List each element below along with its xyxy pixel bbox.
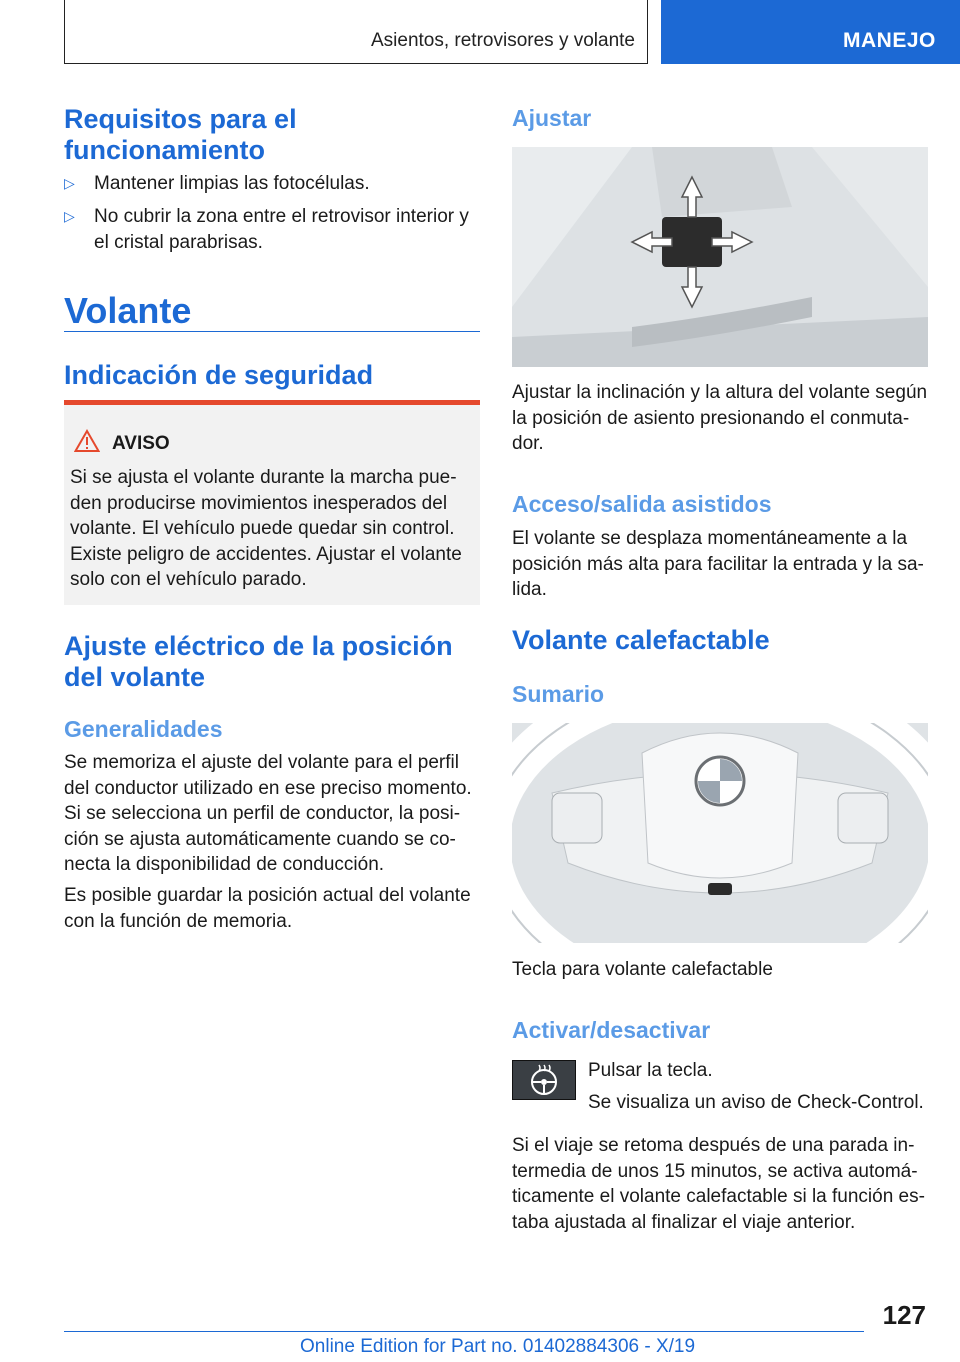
electric-adjust-heading: Ajuste eléctrico de la posición del volante bbox=[64, 631, 453, 692]
heading-rule bbox=[64, 331, 480, 332]
steering-adjust-illustration bbox=[512, 147, 928, 367]
list-item-text: No cubrir la zona entre el retrovisor interior y el cristal parabrisas. bbox=[94, 206, 469, 253]
header-tab-label: MANEJO bbox=[843, 29, 936, 52]
general-paragraph-1: Se memoriza el ajuste del volante para el perfil del conductor utilizado en ese preciso momento. Si se selecciona un perfil de conductor, la posi-ción se ajusta automáticamente cuando se co-necta la disponibilidad de conducción. bbox=[64, 752, 472, 875]
adjust-caption: Ajustar la inclinación y la altura del volante según la posición de asiento presionando el conmuta-dor. bbox=[512, 382, 928, 454]
steering-wheel-illustration bbox=[512, 723, 928, 943]
general-heading: Generalidades bbox=[64, 716, 223, 742]
header-section-box bbox=[64, 0, 648, 64]
heated-steering-wheel-icon bbox=[513, 1061, 575, 1099]
adjust-heading: Ajustar bbox=[512, 105, 592, 131]
toggle-heading: Activar/desactivar bbox=[512, 1017, 711, 1043]
header-section-title: Asientos, retrovisores y volante bbox=[370, 30, 635, 51]
resume-text: Si el viaje se retoma después de una parada in-termedia de unos 15 minutos, se activa automá-ticamente el volante calefactable si la función es-taba ajustada al finalizar el viaje anterior. bbox=[512, 1135, 925, 1233]
page-number: 127 bbox=[882, 1300, 926, 1330]
access-heading: Acceso/salida asistidos bbox=[512, 491, 772, 517]
requirements-heading: Requisitos para el funcionamiento bbox=[64, 104, 297, 165]
header-tab[interactable] bbox=[661, 0, 960, 64]
general-paragraph-2: Es posible guardar la posición actual del volante con la función de memoria. bbox=[64, 885, 471, 932]
heated-wheel-heading: Volante calefactable bbox=[512, 625, 770, 655]
list-item-text: Mantener limpias las fotocélulas. bbox=[94, 173, 370, 194]
triangle-bullet-icon: ▷ bbox=[64, 175, 75, 191]
summary-heading: Sumario bbox=[512, 681, 605, 707]
triangle-bullet-icon: ▷ bbox=[64, 208, 75, 224]
warning-box bbox=[64, 400, 480, 605]
access-text: El volante se desplaza momentáneamente a la posición más alta para facilitar la entrada y la sa-lida. bbox=[512, 528, 924, 600]
footer-edition: Online Edition for Part no. 01402884306 - X/19 bbox=[300, 1336, 696, 1357]
toggle-step-1: Pulsar la tecla. bbox=[588, 1060, 713, 1081]
safety-heading: Indicación de seguridad bbox=[64, 360, 374, 390]
list-item bbox=[64, 171, 484, 197]
volante-heading: Volante bbox=[64, 290, 192, 331]
footer-rule bbox=[64, 1331, 864, 1332]
toggle-step-2: Se visualiza un aviso de Check-Control. bbox=[588, 1092, 924, 1113]
list-item bbox=[64, 204, 484, 256]
heated-wheel-button[interactable] bbox=[512, 1060, 576, 1100]
summary-caption: Tecla para volante calefactable bbox=[512, 959, 773, 980]
steering-wheel-drawing bbox=[512, 723, 928, 943]
warning-text: Si se ajusta el volante durante la marcha pue-den producirse movimientos inesperados del volante. El vehículo puede quedar sin control. Existe peligro de accidentes. Ajustar el volante solo con el vehículo parado. bbox=[70, 467, 462, 590]
steering-column-diagram bbox=[512, 147, 928, 367]
warning-title: AVISO bbox=[112, 433, 170, 454]
warning-triangle-icon bbox=[74, 429, 100, 453]
